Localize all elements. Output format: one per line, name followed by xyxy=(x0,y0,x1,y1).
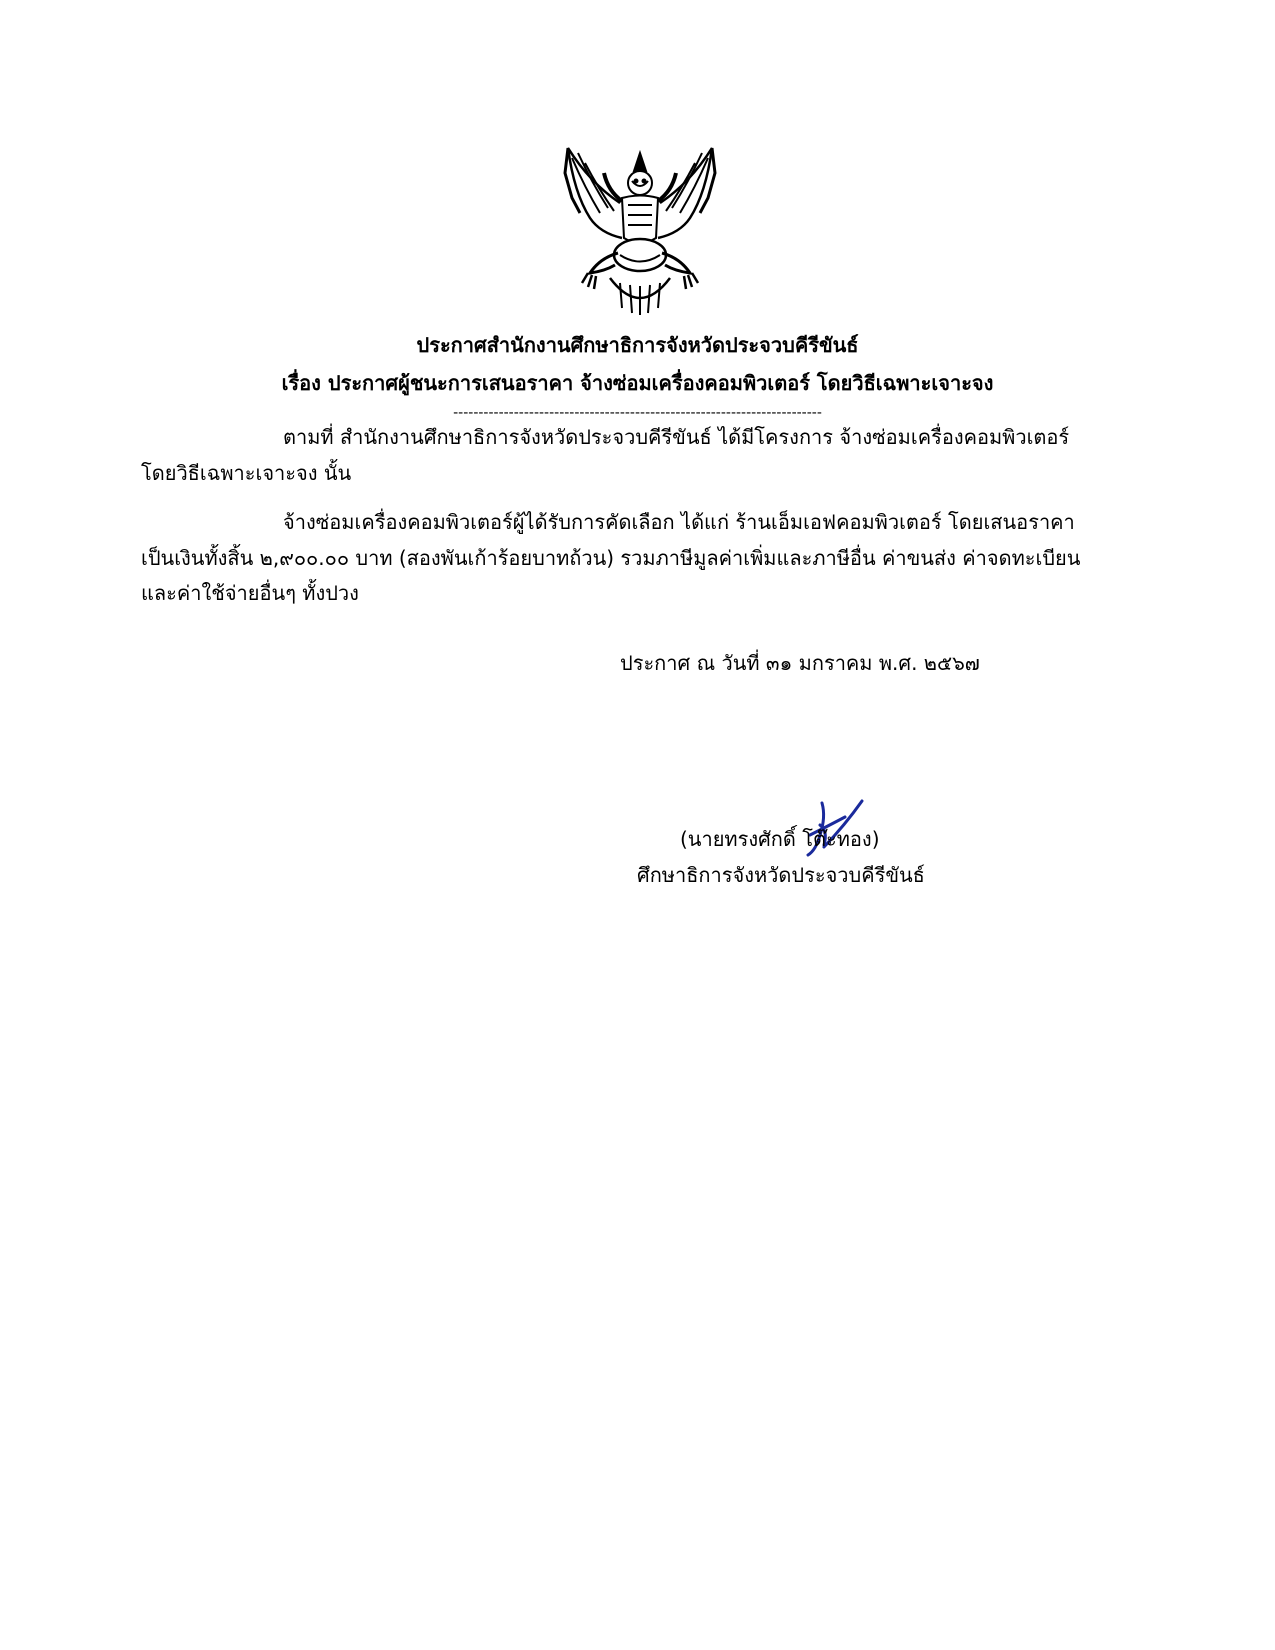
paragraph-2-line-3: และค่าใช้จ่ายอื่นๆ ทั้งปวง xyxy=(141,581,359,605)
paragraph-2-line-1: จ้างซ่อมเครื่องคอมพิวเตอร์ผู้ได้รับการคัดเลือก ได้แก่ ร้านเอ็มเอฟคอมพิวเตอร์ โดยเสนอราคา xyxy=(283,510,1075,534)
signatory-name: (นายทรงศักดิ์ โต๊ะทอง) xyxy=(680,827,880,851)
announcement-title: ประกาศสำนักงานศึกษาธิการจังหวัดประจวบคีรีขันธ์ xyxy=(416,333,859,357)
announcement-subject: เรื่อง ประกาศผู้ชนะการเสนอราคา จ้างซ่อมเครื่องคอมพิวเตอร์ โดยวิธีเฉพาะเจาะจง xyxy=(281,371,994,395)
paragraph-1-line-2: โดยวิธีเฉพาะเจาะจง นั้น xyxy=(141,461,352,485)
separator-line: ------------------------------------------------------------------------- xyxy=(453,405,822,421)
paragraph-1-line-1: ตามที่ สำนักงานศึกษาธิการจังหวัดประจวบคีรีขันธ์ ได้มีโครงการ จ้างซ่อมเครื่องคอมพิวเตอร์ xyxy=(283,425,1070,449)
announcement-date: ประกาศ ณ วันที่ ๓๑ มกราคม พ.ศ. ๒๕๖๗ xyxy=(620,651,980,675)
paragraph-2-line-2: เป็นเงินทั้งสิ้น ๒,๙๐๐.๐๐ บาท (สองพันเก้าร้อยบาทถ้วน) รวมภาษีมูลค่าเพิ่มและภาษีอื่น ค่าขนส่ง ค่าจดทะเบียน xyxy=(141,546,1081,570)
signatory-position: ศึกษาธิการจังหวัดประจวบคีรีขันธ์ xyxy=(637,863,925,887)
garuda-emblem-icon xyxy=(560,143,720,318)
